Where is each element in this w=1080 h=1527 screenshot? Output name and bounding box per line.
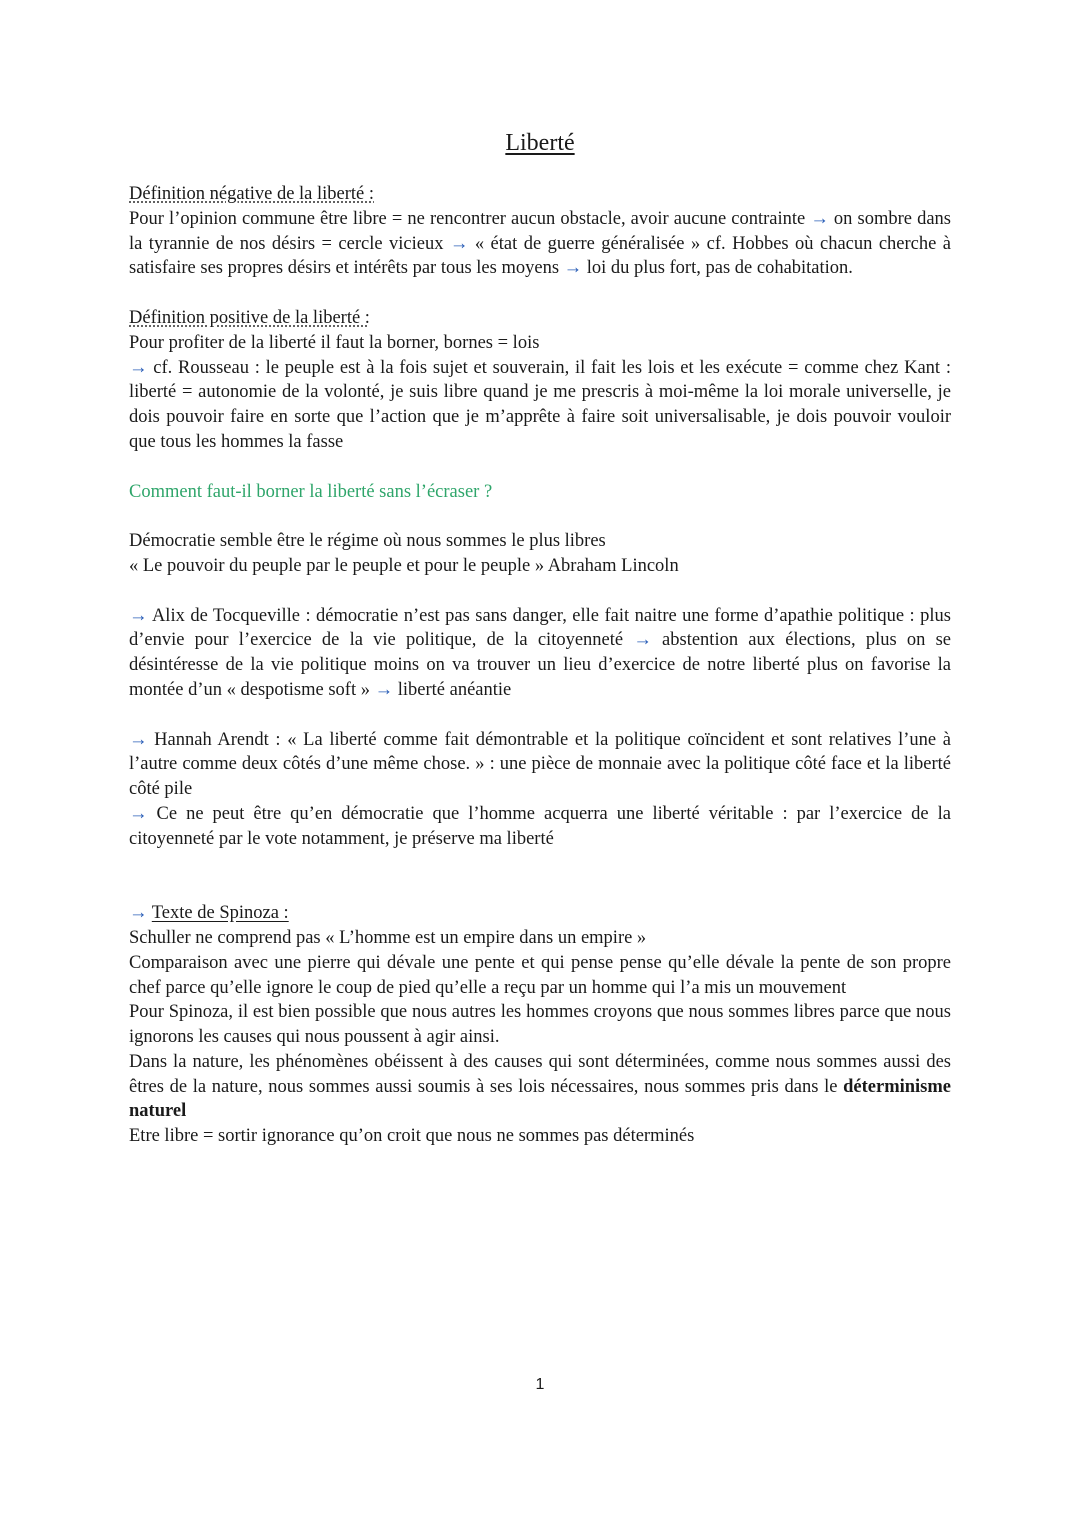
bold-term: déterminisme naturel (129, 1076, 951, 1122)
arrow-icon: → (810, 208, 829, 229)
spacer (129, 703, 951, 728)
arrow-icon: → (449, 233, 469, 254)
line-being-free: Etre libre = sortir ignorance qu’on croit que nous ne sommes pas déterminés (129, 1126, 695, 1147)
paragraph-democracy-freedom (129, 802, 951, 852)
arrow-icon: → (374, 679, 394, 700)
text: Dans la nature, les phénomènes obéissent à des causes qui sont déterminées, comme nous sommes aussi des êtres de la nature, nous sommes aussi soumis à ses lois nécessaires, nous sommes pris dans le (129, 1051, 951, 1097)
text: Texte de Spinoza : (151, 903, 289, 924)
line-positive-intro: Pour profiter de la liberté il faut la borner, bornes = lois (129, 332, 540, 353)
text: abstention aux élections, plus on se désintéresse de la vie politique moins on va trouver un lieu d’exercice de notre liberté plus on favorise la montée d’un « despotisme soft » (129, 630, 951, 700)
arrow-icon: → (129, 357, 148, 378)
spacer (129, 579, 951, 604)
heading-spinoza (129, 901, 951, 926)
arrow-icon: → (633, 630, 652, 651)
document-title: Liberté (505, 130, 575, 156)
arrow-icon: → (129, 729, 148, 750)
heading-positive-definition: Définition positive de la liberté : (129, 307, 370, 328)
text: liberté anéantie (393, 679, 512, 700)
text: Hannah Arendt : « La liberté comme fait démontrable et la politique coïncident et sont relatives l’une à l’autre comme deux côtés d’une même chose. » : une pièce de monnaie avec la politique côté face et la liberté côté pile (129, 729, 951, 800)
line-democracy: Démocratie semble être le régime où nous sommes le plus libres (129, 531, 606, 552)
arrow-icon: → (129, 605, 148, 626)
page-number: 1 (535, 1376, 545, 1393)
line-schuller: Schuller ne comprend pas « L’homme est un empire dans un empire » (129, 927, 647, 948)
paragraph-positive-definition (129, 356, 951, 455)
text: loi du plus fort, pas de cohabitation. (582, 258, 853, 279)
spacer (129, 504, 951, 529)
heading-negative-definition: Définition négative de la liberté : (129, 184, 375, 204)
text: on sombre dans la tyrannie de nos désirs = cercle vicieux (129, 208, 951, 254)
text: Pour l’opinion commune être libre = ne rencontrer aucun obstacle, avoir aucune contrainte (129, 208, 811, 229)
arrow-icon: → (129, 903, 148, 924)
paragraph-arendt (129, 728, 951, 802)
paragraph-negative-definition (129, 207, 951, 281)
arrow-icon: → (129, 803, 148, 824)
line-spinoza-causes: Pour Spinoza, il est bien possible que nous autres les hommes croyons que nous sommes libres parce que nous ignorons les causes qui nous poussent à agir ainsi. (129, 1002, 951, 1048)
spacer (129, 852, 951, 902)
document-content (129, 128, 951, 1149)
arrow-icon: → (563, 258, 583, 279)
line-lincoln-quote: « Le pouvoir du peuple par le peuple et pour le peuple » Abraham Lincoln (129, 555, 679, 576)
text: « état de guerre généralisée » cf. Hobbes où chacun cherche à satisfaire ses propres désirs et intérêts par tous les moyens (129, 233, 951, 279)
text: cf. Rousseau : le peuple est à la fois sujet et souverain, il fait les lois et les exécute = comme chez Kant : liberté = autonomie de la volonté, je suis libre quand je me prescris à moi-même la loi morale universelle, je dois pouvoir faire en sorte que l’action que je m’apprête à faire soit universalisable, je dois pouvoir vouloir que tous les hommes la fasse (129, 357, 951, 452)
spacer (129, 281, 951, 306)
text: Ce ne peut être qu’en démocratie que l’homme acquerra une liberté véritable : par l’exercice de la citoyenneté par le vote notamment, je préserve ma liberté (129, 803, 951, 849)
line-nature-determinism (129, 1050, 951, 1124)
text: Alix de Tocqueville : démocratie n’est pas sans danger, elle fait naitre une forme d’apathie politique : plus d’envie pour l’exercice de la vie politique, de la citoyenneté (129, 605, 951, 651)
spacer (129, 455, 951, 480)
question-line: Comment faut-il borner la liberté sans l’écraser ? (129, 481, 493, 502)
paragraph-tocqueville (129, 604, 951, 703)
line-stone-comparison: Comparaison avec une pierre qui dévale une pente et qui pense pense qu’elle dévale la pente de son propre chef parce qu’elle ignore le coup de pied qu’elle a reçu par un homme qui l’a mis un mouvement (129, 952, 951, 998)
